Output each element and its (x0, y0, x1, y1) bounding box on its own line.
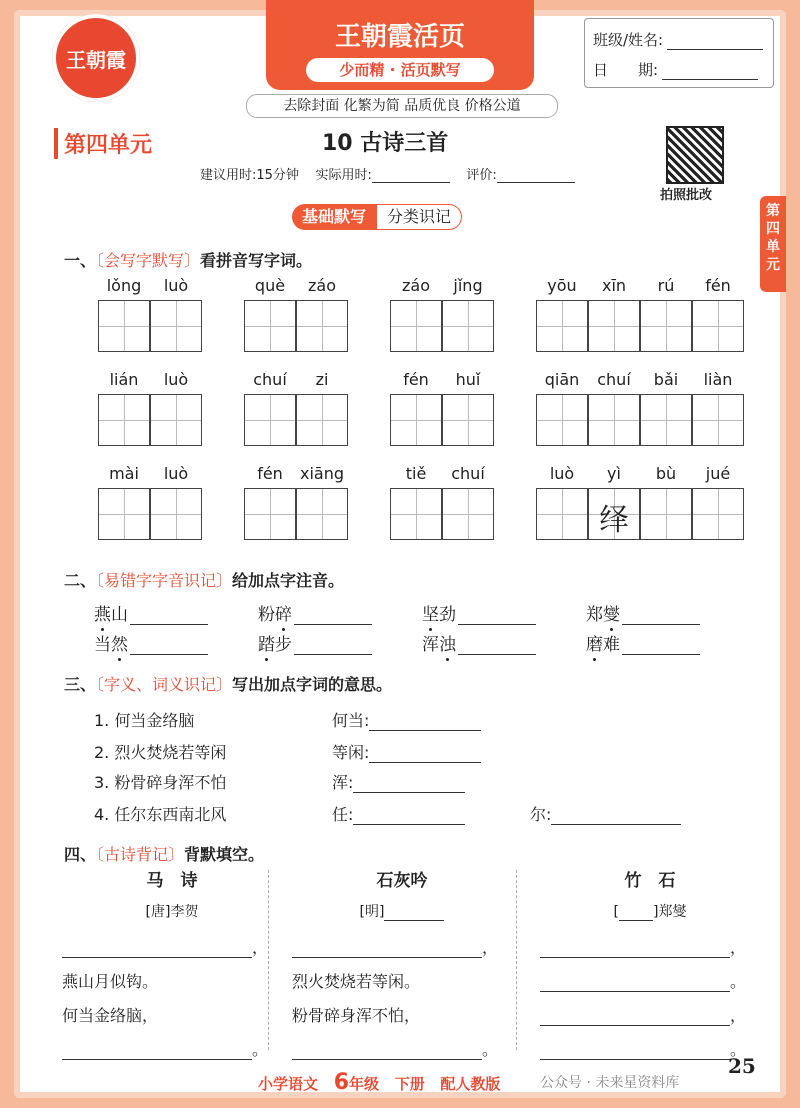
page-number: 25 (728, 1054, 756, 1078)
pinyin-label: luò (163, 370, 189, 389)
section-3-num: 三、 (64, 675, 97, 694)
poem-2-title: 石灰吟 (376, 871, 428, 891)
section-1-num: 一、 (64, 251, 97, 270)
slogan: 去除封面 化繁为简 品质优良 价格公道 (246, 94, 558, 118)
banner (266, 0, 534, 90)
section-3-heading (64, 672, 392, 695)
meaning-answer-2 (332, 740, 481, 763)
footer-grade-unit: 年级 (349, 1075, 380, 1093)
pinyin-label: bǎi (653, 370, 679, 389)
meaning-field-2[interactable] (369, 748, 481, 763)
word-item (586, 630, 700, 655)
writing-cell[interactable] (640, 300, 692, 352)
writing-cell[interactable] (588, 488, 640, 540)
section-2-num: 二、 (64, 571, 97, 590)
writing-cell[interactable] (536, 488, 588, 540)
pinyin-answer-field[interactable] (294, 610, 372, 625)
footer-subject: 小学语文 (258, 1075, 319, 1093)
writing-cell[interactable] (150, 300, 202, 352)
pinyin-answer-field[interactable] (130, 640, 208, 655)
word-char-2: 山 (111, 605, 128, 625)
writing-cell[interactable] (98, 300, 150, 352)
meaning-q-2: 等闲: (332, 743, 370, 762)
writing-cell[interactable] (692, 394, 744, 446)
footer (258, 1070, 500, 1095)
poem-2-blank-1[interactable] (292, 941, 482, 958)
poem-1-line-2: 燕山月似钩。 (62, 972, 159, 991)
divider (516, 870, 517, 1050)
writing-cell[interactable] (296, 300, 348, 352)
word-char-1: 浑 (422, 635, 439, 655)
poem-2-line-2: 烈火焚烧若等闲。 (292, 972, 421, 991)
name-date-box (584, 18, 774, 88)
writing-cell[interactable] (692, 488, 744, 540)
pinyin-label: xiāng (299, 464, 344, 483)
writing-cell[interactable] (390, 488, 442, 540)
meaning-q-5: 尔: (530, 805, 552, 824)
section-3-text: 写出加点字词的意思。 (232, 675, 393, 694)
poem-3-blank-3[interactable] (540, 1009, 730, 1026)
section-3-tag: 〔字义、词义识记〕 (96, 675, 233, 694)
writing-cell[interactable] (296, 394, 348, 446)
pinyin-label: lǒng (106, 276, 142, 295)
footer-grade: 6 (333, 1070, 349, 1095)
class-name-label: 班级/姓名: (593, 31, 664, 49)
footer-term: 下册 (394, 1075, 425, 1093)
pinyin-label: jǐng (453, 276, 483, 295)
word-char-1: 郑 (586, 605, 603, 625)
word-char-2: 步 (275, 635, 292, 655)
writing-cell[interactable] (588, 300, 640, 352)
poem-shi-hui-yin: 石灰吟 [明] ， 烈火焚烧若等闲。 粉骨碎身浑不怕， 。 (292, 866, 512, 1057)
qr-code[interactable] (666, 126, 724, 184)
meaning-field-3[interactable] (353, 778, 465, 793)
writing-cell[interactable] (150, 488, 202, 540)
logo-text: 王朝霞 (66, 48, 126, 72)
poem-1-title: 马 诗 (146, 871, 198, 891)
section-pill (292, 204, 462, 230)
pinyin-label: luò (163, 464, 189, 483)
pinyin-label: huǐ (455, 370, 481, 389)
pinyin-label: lián (109, 370, 139, 389)
section-2-tag: 〔易错字字音识记〕 (96, 571, 233, 590)
writing-cell[interactable] (98, 488, 150, 540)
meaning-field-5[interactable] (551, 810, 681, 825)
pinyin-label: chuí (451, 464, 485, 483)
meaning-item-1: 1. 何当金络脑 (94, 711, 195, 730)
poem-1-author: [唐]李贺 (145, 904, 199, 920)
meaning-q-3: 浑: (332, 773, 354, 792)
pinyin-label: yì (607, 464, 621, 483)
pinyin-label: zi (315, 370, 329, 389)
writing-cell[interactable] (536, 394, 588, 446)
pinyin-label: xīn (601, 276, 627, 295)
meaning-answer-5 (530, 802, 681, 825)
actual-time-label: 实际用时: (315, 168, 372, 183)
writing-cell[interactable] (244, 394, 296, 446)
poem-3-blank-4[interactable] (540, 1043, 730, 1060)
writing-cell[interactable] (98, 394, 150, 446)
header (0, 0, 800, 114)
qr-label: 拍照批改 (660, 188, 713, 203)
pinyin-label: fén (705, 276, 731, 295)
writing-cell[interactable] (244, 300, 296, 352)
pinyin-label: luò (163, 276, 189, 295)
pinyin-answer-field[interactable] (622, 610, 700, 625)
poem-zhu-shi: 竹 石 [ ]郑燮 ， 。 ， 。 (540, 866, 760, 1057)
watermark: 公众号 · 未来星资料库 (540, 1075, 680, 1091)
word-item (586, 600, 700, 625)
meaning-item-2: 2. 烈火焚烧若等闲 (94, 743, 227, 762)
brand-logo (52, 14, 140, 102)
writing-cell[interactable] (588, 394, 640, 446)
meaning-q-1: 何当: (332, 711, 370, 730)
section-2-text: 给加点字注音。 (232, 571, 345, 590)
writing-cell[interactable] (244, 488, 296, 540)
writing-cell[interactable] (442, 300, 494, 352)
pinyin-label: jué (705, 464, 731, 483)
pinyin-answer-field[interactable] (458, 640, 536, 655)
date-label: 日 期: (593, 61, 659, 79)
poem-3-dynasty-field[interactable] (619, 908, 653, 921)
pinyin-answer-field[interactable] (294, 640, 372, 655)
lesson-title: 10 古诗三首 (322, 131, 449, 156)
word-item (94, 630, 208, 655)
actual-time-field[interactable] (372, 170, 450, 183)
writing-cell[interactable] (296, 488, 348, 540)
banner-subtitle: 少而精 · 活页默写 (306, 58, 494, 82)
writing-cell[interactable] (640, 394, 692, 446)
word-item (258, 630, 372, 655)
writing-cell[interactable] (390, 300, 442, 352)
word-item (94, 600, 208, 625)
pinyin-label: què (254, 276, 286, 295)
poem-3-title: 竹 石 (624, 871, 676, 891)
meaning-field-1[interactable] (369, 716, 481, 731)
footer-edition: 配人教版 (440, 1075, 501, 1093)
pinyin-label: yōu (547, 276, 577, 295)
poem-3-author: [ ]郑燮 (613, 904, 687, 920)
section-4-num: 四、 (64, 845, 97, 864)
pinyin-label: rú (657, 276, 675, 295)
unit-title: 第四单元 (54, 128, 152, 159)
poem-1-line-3: 何当金络脑， (62, 1006, 159, 1025)
eval-label: 评价: (466, 168, 497, 183)
pinyin-label: liàn (703, 370, 733, 389)
banner-title: 王朝霞活页 (334, 22, 465, 52)
word-char-1: 坚 (422, 605, 439, 625)
timing-row (200, 164, 575, 183)
writing-cell[interactable] (442, 488, 494, 540)
pinyin-label: fén (403, 370, 429, 389)
poem-1-blank-1[interactable] (62, 941, 252, 958)
pinyin-answer-field[interactable] (622, 640, 700, 655)
poem-3-blank-1[interactable] (540, 941, 730, 958)
meaning-answer-4 (332, 802, 465, 825)
pinyin-label: qiān (544, 370, 580, 389)
date-field[interactable] (662, 63, 758, 80)
pinyin-label: tiě (405, 464, 427, 483)
meaning-field-4[interactable] (353, 810, 465, 825)
writing-cell[interactable] (640, 488, 692, 540)
pinyin-label: fén (257, 464, 283, 483)
word-char-2: 燮 (603, 605, 620, 625)
word-char-1: 粉 (258, 605, 275, 625)
section-2-heading (64, 568, 344, 591)
side-tab: 第四单元 (760, 196, 786, 292)
poem-3-blank-2[interactable] (540, 975, 730, 992)
writing-cell[interactable] (150, 394, 202, 446)
word-char-2: 碎 (275, 605, 292, 625)
divider (268, 870, 269, 1050)
pinyin-answer-field[interactable] (130, 610, 208, 625)
word-char-1: 当 (94, 635, 111, 655)
word-char-1: 磨 (586, 635, 603, 655)
pill-category: 分类识记 (376, 204, 462, 230)
class-name-field[interactable] (667, 33, 763, 50)
word-item (422, 630, 536, 655)
pill-basic: 基础默写 (292, 204, 376, 230)
pinyin-label: záo (308, 276, 336, 295)
pinyin-label: chuí (597, 370, 631, 389)
meaning-answer-3 (332, 770, 465, 793)
poem-ma-shi: 马 诗 [唐]李贺 ， 燕山月似钩。 何当金络脑， 。 (62, 866, 282, 1057)
word-item (422, 600, 536, 625)
poem-2-line-3: 粉骨碎身浑不怕， (292, 1006, 421, 1025)
section-1-tag: 〔会写字默写〕 (96, 251, 201, 270)
writing-cell[interactable] (536, 300, 588, 352)
meaning-item-4: 4. 任尔东西南北风 (94, 805, 227, 824)
writing-cell[interactable] (442, 394, 494, 446)
meaning-item-3: 3. 粉骨碎身浑不怕 (94, 773, 227, 792)
meaning-q-4: 任: (332, 805, 354, 824)
poem-1-blank-2[interactable] (62, 1043, 252, 1060)
pinyin-answer-field[interactable] (458, 610, 536, 625)
eval-field[interactable] (497, 170, 575, 183)
writing-cell[interactable] (692, 300, 744, 352)
meaning-answer-1 (332, 708, 481, 731)
pinyin-label: záo (402, 276, 430, 295)
pinyin-label: bù (655, 464, 677, 483)
section-1-text: 看拼音写字词。 (200, 251, 313, 270)
word-char-1: 踏 (258, 635, 275, 655)
poem-2-author: [明] (292, 901, 512, 921)
pinyin-label: mài (109, 464, 139, 483)
writing-cell[interactable] (390, 394, 442, 446)
word-char-2: 难 (603, 635, 620, 655)
prefilled-char: 绎 (599, 503, 629, 538)
word-char-2: 然 (111, 635, 128, 655)
pinyin-label: luò (549, 464, 575, 483)
section-4-heading (64, 842, 264, 865)
word-char-2: 浊 (439, 635, 456, 655)
poem-2-blank-2[interactable] (292, 1043, 482, 1060)
word-item (258, 600, 372, 625)
section-1-heading (64, 248, 312, 271)
poem-2-author-field[interactable] (384, 908, 444, 921)
suggest-time: 建议用时:15分钟 (200, 168, 299, 183)
word-char-2: 劲 (439, 605, 456, 625)
word-char-1: 燕 (94, 605, 111, 625)
section-4-tag: 〔古诗背记〕 (96, 845, 185, 864)
section-4-text: 背默填空。 (184, 845, 265, 864)
pinyin-label: chuí (253, 370, 287, 389)
